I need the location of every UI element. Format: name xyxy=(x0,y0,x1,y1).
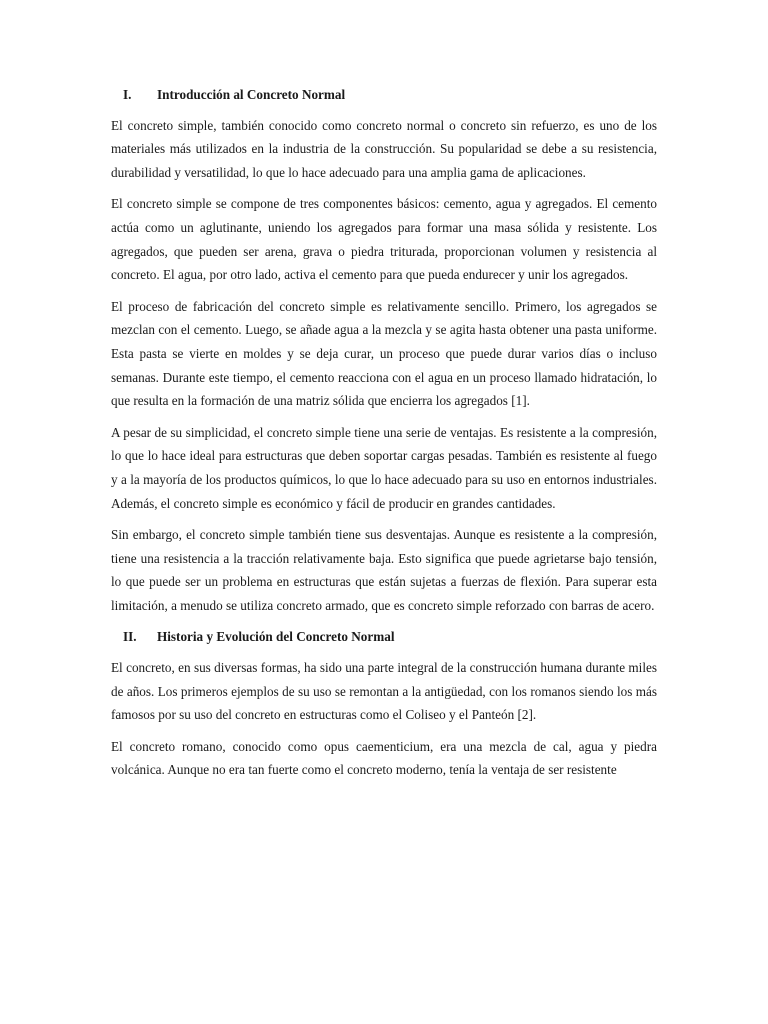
paragraph: El concreto romano, conocido como opus caementicium, era una mezcla de cal, agua y piedra volcánica. Aunque no era tan fuerte como el concreto moderno, tenía la ventaja de ser resistente xyxy=(111,738,657,778)
section-heading-introduccion xyxy=(111,83,657,107)
section-number: I. xyxy=(123,87,132,102)
paragraph: Sin embargo, el concreto simple también tiene sus desventajas. Aunque es resistente a la compresión, tiene una resistencia a la tracción relativamente baja. Esto significa que puede agrietarse bajo tensión, lo que puede ser un problema en estructuras que están sujetas a fuerzas de flexión. Para superar esta limitación, a menudo se utiliza concreto armado, que es concreto simple reforzado con barras de acero. xyxy=(111,527,657,613)
section-heading-historia xyxy=(111,625,657,649)
document-body xyxy=(111,83,657,782)
paragraph: El concreto, en sus diversas formas, ha sido una parte integral de la construcción humana durante miles de años. Los primeros ejemplos de su uso se remontan a la antigüedad, con los romanos siendo los más famosos por su uso del concreto en estructuras como el Coliseo y el Panteón [2]. xyxy=(111,660,657,723)
section-title: Historia y Evolución del Concreto Normal xyxy=(157,629,395,645)
paragraph: El proceso de fabricación del concreto simple es relativamente sencillo. Primero, los agregados se mezclan con el cemento. Luego, se añade agua a la mezcla y se agita hasta obtener una pasta uniforme. Esta pasta se vierte en moldes y se deja curar, un proceso que puede durar varios días o incluso semanas. Durante este tiempo, el cemento reacciona con el agua en un proceso llamado hidratación, lo que resulta en la formación de una matriz sólida que encierra los agregados [1]. xyxy=(111,298,657,409)
paragraph: El concreto simple, también conocido como concreto normal o concreto sin refuerzo, es uno de los materiales más utilizados en la industria de la construcción. Su popularidad se debe a su resistencia, durabilidad y versatilidad, lo que lo hace adecuado para una amplia gama de aplicaciones. xyxy=(111,117,657,180)
paragraph: A pesar de su simplicidad, el concreto simple tiene una serie de ventajas. Es resistente a la compresión, lo que lo hace ideal para estructuras que deben soportar cargas pesadas. También es resistente al fuego y a la mayoría de los productos químicos, lo que lo hace adecuado para su uso en entornos industriales. Además, el concreto simple es económico y fácil de producir en grandes cantidades. xyxy=(111,424,657,511)
section-title: Introducción al Concreto Normal xyxy=(157,87,346,102)
section-number: II. xyxy=(123,629,137,645)
paragraph: El concreto simple se compone de tres componentes básicos: cemento, agua y agregados. El cemento actúa como un aglutinante, uniendo los agregados para formar una masa sólida y resistente. Los agregados, que pueden ser arena, grava o piedra triturada, proporcionan volumen y resistencia al concreto. El agua, por otro lado, activa el cemento para que pueda endurecer y unir los agregados. xyxy=(111,196,657,283)
